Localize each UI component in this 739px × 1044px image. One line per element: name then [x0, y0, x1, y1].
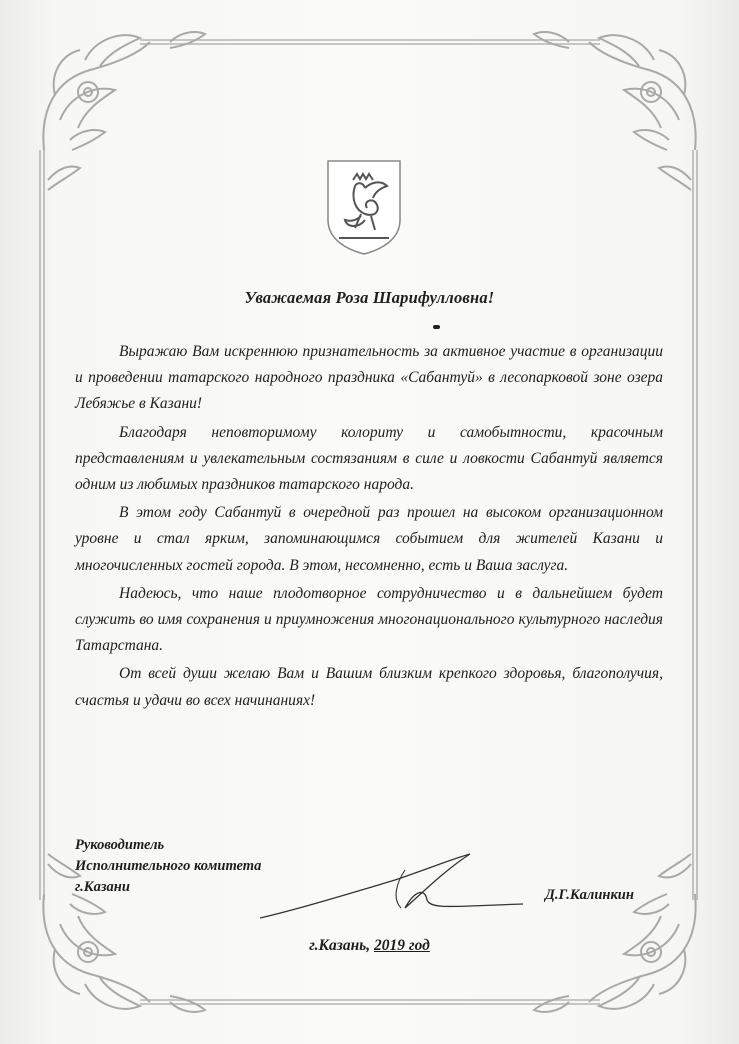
signatory-title-line: Исполнительного комитета — [75, 858, 262, 874]
body-paragraph: В этом году Сабантуй в очередной раз прошел на высоком организационном уровне и стал ярким, запоминающимся событием для жителей Казани и многочисленных гостей города. В этом, несомненно, есть и Ваша заслуга. — [75, 504, 663, 574]
body-paragraph: От всей души желаю Вам и Вашим близким крепкого здоровья, благополучия, счастья и удачи во всех начинаниях! — [75, 665, 663, 709]
ink-dot — [433, 325, 440, 329]
signatory-title-line: Руководитель — [75, 837, 165, 853]
handwritten-signature — [255, 840, 525, 930]
place: г.Казань, — [309, 937, 371, 954]
body-paragraph: Выражаю Вам искреннюю признательность за активное участие в организации и проведении татарского народного праздника «Сабантуй» в лесопарковой зоне озера Лебяжье в Казани! — [75, 343, 663, 413]
kazan-coat-of-arms-icon — [325, 158, 403, 256]
signatory-name: Д.Г.Калинкин — [545, 887, 634, 903]
greeting-heading: Уважаемая Роза Шарифулловна! — [244, 288, 495, 307]
year: 2019 год — [374, 937, 430, 954]
body-paragraph: Благодаря неповторимому колориту и самобытности, красочным представлениям и увлекательным состязаниям в силе и ловкости Сабантуй является одним из любимых праздников татарского народа. — [75, 423, 663, 494]
place-and-date — [0, 937, 739, 955]
signatory-title — [75, 835, 261, 898]
body-paragraph: Надеюсь, что наше плодотворное сотрудничество и в дальнейшем будет служить во имя сохранения и приумножения многонационального культурного наследия Татарстана. — [75, 584, 663, 655]
signatory-title-line: г.Казани — [75, 879, 130, 895]
letter-body — [75, 339, 663, 714]
